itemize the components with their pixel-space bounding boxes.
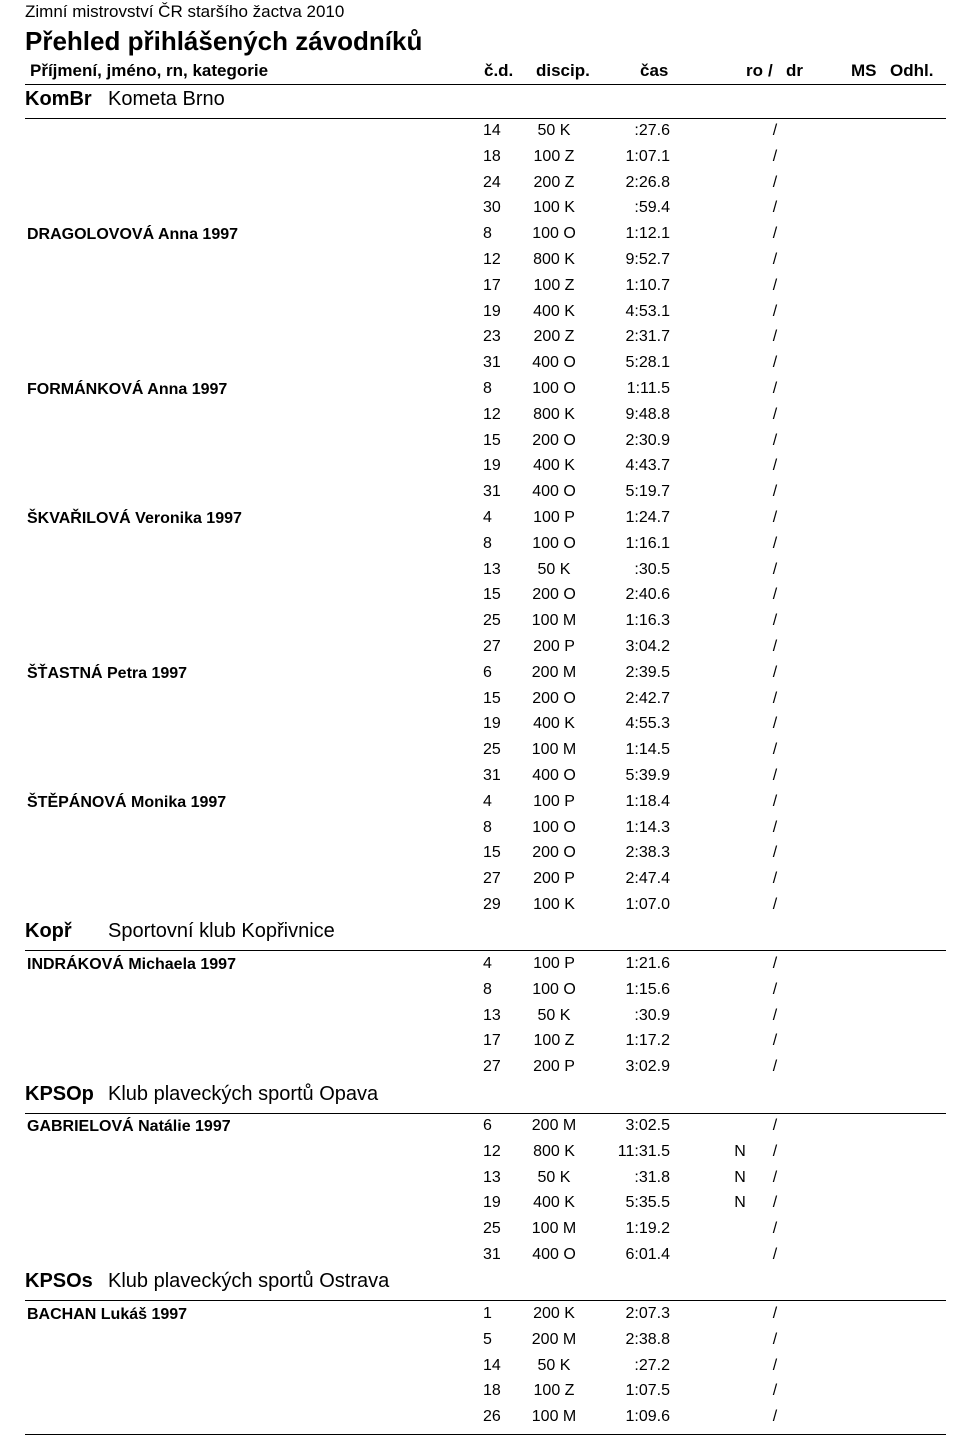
ro-dr-separator: / xyxy=(772,405,778,423)
ro-dr-separator: / xyxy=(772,534,778,552)
entry-time: 1:12.1 xyxy=(625,225,670,243)
ro-dr-separator: / xyxy=(772,1168,778,1186)
entry-time: 2:26.8 xyxy=(625,173,670,191)
entry-time: 1:17.2 xyxy=(625,1032,670,1050)
discipline: 100 O xyxy=(532,534,576,552)
discipline: 100 M xyxy=(531,1408,577,1426)
event-number: 12 xyxy=(483,405,501,423)
ro-dr-separator: / xyxy=(772,1408,778,1426)
entry-time: :59.4 xyxy=(634,199,670,217)
discipline: 50 K xyxy=(537,1006,571,1024)
event-number: 27 xyxy=(483,870,501,888)
discipline: 100 K xyxy=(533,896,575,913)
discipline: 200 P xyxy=(533,638,575,655)
event-number: 19 xyxy=(483,715,501,733)
entry-time: 2:38.3 xyxy=(625,844,670,862)
event-number: 24 xyxy=(483,173,501,191)
club-divider xyxy=(25,1113,946,1114)
entry-time: 1:10.7 xyxy=(625,276,670,294)
entry-time: 11:31.5 xyxy=(617,1142,670,1160)
discipline: 50 K xyxy=(537,1356,571,1374)
ro-dr-separator: / xyxy=(772,302,778,320)
discipline: 200 Z xyxy=(533,328,575,346)
event-number: 30 xyxy=(483,199,501,217)
header-dr: dr xyxy=(786,61,803,80)
club-divider xyxy=(25,1300,946,1301)
ro-dr-separator: / xyxy=(772,870,778,888)
club-code: KPSOp xyxy=(25,1083,94,1105)
entry-time: 9:52.7 xyxy=(625,251,670,268)
discipline: 50 K xyxy=(537,1168,571,1186)
event-number: 13 xyxy=(483,1168,501,1186)
discipline: 100 Z xyxy=(533,1382,575,1400)
discipline: 50 K xyxy=(537,560,571,578)
header-ro: ro xyxy=(746,61,763,80)
entry-time: 2:31.7 xyxy=(625,328,670,346)
ro-dr-separator: / xyxy=(772,1246,778,1263)
entry-time: 1:09.6 xyxy=(625,1408,670,1426)
swimmer-name: ŠTĚPÁNOVÁ Monika 1997 xyxy=(27,793,227,811)
discipline: 100 Z xyxy=(533,1032,575,1050)
ro-dr-separator: / xyxy=(772,431,778,449)
ro-dr-separator: / xyxy=(772,276,778,294)
event-number: 25 xyxy=(483,741,501,759)
entry-time: 1:14.5 xyxy=(625,741,670,759)
entry-time: 4:43.7 xyxy=(625,457,670,475)
discipline: 800 K xyxy=(533,1142,575,1160)
ro-dr-separator: / xyxy=(772,844,778,862)
event-number: 8 xyxy=(483,380,492,397)
event-number: 25 xyxy=(483,612,501,630)
entry-time: 2:07.3 xyxy=(625,1305,670,1322)
entry-time: 4:53.1 xyxy=(625,302,670,320)
ro-dr-separator: / xyxy=(772,225,778,243)
swimmer-name: BACHAN Lukáš 1997 xyxy=(27,1306,188,1323)
event-number: 14 xyxy=(483,1356,501,1374)
event-number: 15 xyxy=(483,431,501,449)
ro-dr-separator: / xyxy=(772,1194,778,1212)
entry-time: 2:47.4 xyxy=(625,870,670,888)
ro-flag: N xyxy=(734,1194,746,1212)
discipline: 100 P xyxy=(533,792,575,810)
discipline: 100 P xyxy=(533,509,575,526)
entry-time: 1:14.3 xyxy=(625,818,670,836)
event-number: 19 xyxy=(483,457,501,475)
swimmer-name: ŠŤASTNÁ Petra 1997 xyxy=(27,664,188,682)
ro-flag: N xyxy=(734,1142,746,1160)
event-number: 6 xyxy=(483,663,492,681)
entry-time: 5:19.7 xyxy=(625,483,670,501)
entry-time: 5:28.1 xyxy=(625,354,670,372)
event-number: 12 xyxy=(483,251,501,268)
ro-dr-separator: / xyxy=(772,767,778,784)
club-code: KPSOs xyxy=(25,1270,93,1292)
club-name: Sportovní klub Kopřivnice xyxy=(108,920,335,942)
ro-dr-separator: / xyxy=(772,147,778,165)
discipline: 200 O xyxy=(532,586,576,604)
club-code: Kopř xyxy=(25,920,72,942)
page-title: Přehled přihlášených závodníků xyxy=(25,26,423,56)
swimmer-name: DRAGOLOVOVÁ Anna 1997 xyxy=(27,226,239,244)
swimmer-name: GABRIELOVÁ Natálie 1997 xyxy=(27,1118,231,1135)
ro-flag: N xyxy=(734,1168,746,1186)
discipline: 800 K xyxy=(533,251,575,268)
discipline: 100 O xyxy=(532,818,576,836)
event-number: 25 xyxy=(483,1220,501,1238)
ro-dr-separator: / xyxy=(772,792,778,810)
entry-time: 1:15.6 xyxy=(625,980,670,998)
ro-dr-separator: / xyxy=(772,509,778,526)
ro-dr-separator: / xyxy=(772,689,778,707)
header-cas: čas xyxy=(640,61,669,80)
swimmer-name: INDRÁKOVÁ Michaela 1997 xyxy=(27,956,236,973)
entry-time: 9:48.8 xyxy=(625,405,670,423)
header-name-column: Příjmení, jméno, rn, kategorie xyxy=(30,61,269,80)
event-number: 6 xyxy=(483,1117,492,1134)
swimmer-name: ŠKVAŘILOVÁ Veronika 1997 xyxy=(27,510,242,527)
event-number: 19 xyxy=(483,1194,501,1212)
ro-dr-separator: / xyxy=(772,122,778,139)
event-number: 8 xyxy=(483,225,492,243)
entry-time: :27.6 xyxy=(634,122,670,139)
entry-time: 6:01.4 xyxy=(625,1246,670,1263)
ro-dr-separator: / xyxy=(772,1032,778,1050)
discipline: 400 K xyxy=(533,457,575,475)
ro-dr-separator: / xyxy=(772,199,778,217)
ro-dr-separator: / xyxy=(772,638,778,655)
event-number: 4 xyxy=(483,792,492,810)
event-number: 23 xyxy=(483,328,501,346)
discipline: 100 P xyxy=(533,955,575,972)
entry-time: 1:16.3 xyxy=(625,612,670,630)
ro-dr-separator: / xyxy=(772,715,778,733)
event-number: 27 xyxy=(483,1058,501,1076)
entry-time: :30.9 xyxy=(634,1006,670,1024)
entry-time: 2:42.7 xyxy=(625,689,670,707)
discipline: 100 O xyxy=(532,380,576,397)
ro-dr-separator: / xyxy=(772,586,778,604)
ro-dr-separator: / xyxy=(772,380,778,397)
discipline: 200 O xyxy=(532,844,576,862)
meet-name: Zimní mistrovství ČR staršího žactva 2010 xyxy=(25,2,345,21)
entry-time: 1:19.2 xyxy=(625,1220,670,1238)
ro-dr-separator: / xyxy=(772,1220,778,1238)
discipline: 200 K xyxy=(533,1305,575,1322)
discipline: 200 P xyxy=(533,870,575,888)
discipline: 100 M xyxy=(531,1220,577,1238)
header-odhl: Odhl. xyxy=(890,61,934,80)
ro-dr-separator: / xyxy=(772,173,778,191)
ro-dr-separator: / xyxy=(772,1058,778,1076)
event-number: 8 xyxy=(483,980,492,998)
discipline: 400 O xyxy=(532,1246,576,1263)
ro-dr-separator: / xyxy=(772,1305,778,1322)
event-number: 19 xyxy=(483,302,501,320)
entry-time: 3:04.2 xyxy=(625,638,670,655)
event-number: 15 xyxy=(483,689,501,707)
discipline: 100 O xyxy=(532,980,576,998)
ro-dr-separator: / xyxy=(772,1382,778,1400)
club-code: KomBr xyxy=(25,88,92,110)
ro-dr-separator: / xyxy=(772,1006,778,1024)
header-cd: č.d. xyxy=(484,61,514,80)
ro-dr-separator: / xyxy=(772,251,778,268)
event-number: 4 xyxy=(483,955,492,972)
event-number: 4 xyxy=(483,509,492,526)
entry-time: 1:11.5 xyxy=(626,380,670,397)
discipline: 200 M xyxy=(531,663,577,681)
event-number: 18 xyxy=(483,1382,501,1400)
event-number: 31 xyxy=(483,354,501,372)
header-discip: discip. xyxy=(536,61,590,80)
discipline: 200 Z xyxy=(533,173,575,191)
header-separator: / xyxy=(768,61,773,80)
ro-dr-separator: / xyxy=(772,663,778,681)
event-number: 18 xyxy=(483,147,501,165)
club-name: Klub plaveckých sportů Opava xyxy=(108,1083,379,1105)
discipline: 200 M xyxy=(531,1117,577,1134)
entry-time: 2:40.6 xyxy=(625,586,670,604)
event-number: 13 xyxy=(483,560,501,578)
discipline: 800 K xyxy=(533,405,575,423)
club-name: Kometa Brno xyxy=(108,88,225,110)
ro-dr-separator: / xyxy=(772,328,778,346)
ro-dr-separator: / xyxy=(772,560,778,578)
ro-dr-separator: / xyxy=(772,354,778,372)
entry-time: :30.5 xyxy=(634,560,670,578)
entry-time: 5:39.9 xyxy=(625,767,670,784)
ro-dr-separator: / xyxy=(772,1142,778,1160)
discipline: 100 M xyxy=(531,741,577,759)
club-divider xyxy=(25,118,946,119)
entry-time: 1:24.7 xyxy=(625,509,670,526)
entry-time: 2:38.8 xyxy=(625,1330,670,1348)
club-name: Klub plaveckých sportů Ostrava xyxy=(108,1270,390,1292)
entry-time: 1:07.0 xyxy=(625,896,670,913)
event-number: 29 xyxy=(483,896,501,913)
event-number: 8 xyxy=(483,818,492,836)
header-ms: MS xyxy=(851,61,877,80)
discipline: 200 O xyxy=(532,431,576,449)
event-number: 5 xyxy=(483,1330,492,1348)
ro-dr-separator: / xyxy=(772,896,778,913)
discipline: 100 M xyxy=(531,612,577,630)
ro-dr-separator: / xyxy=(772,741,778,759)
entry-time: 4:55.3 xyxy=(625,715,670,733)
ro-dr-separator: / xyxy=(772,457,778,475)
entry-time: :31.8 xyxy=(634,1168,670,1186)
entry-time: 1:18.4 xyxy=(625,792,670,810)
discipline: 200 M xyxy=(531,1330,577,1348)
event-number: 13 xyxy=(483,1006,501,1024)
ro-dr-separator: / xyxy=(772,980,778,998)
footer-divider xyxy=(25,1434,946,1435)
entry-time: :27.2 xyxy=(634,1356,670,1374)
event-number: 12 xyxy=(483,1142,501,1160)
event-number: 26 xyxy=(483,1408,501,1426)
discipline: 200 P xyxy=(533,1058,575,1076)
entry-time: 1:16.1 xyxy=(625,534,670,552)
entry-time: 1:21.6 xyxy=(625,955,670,972)
event-number: 15 xyxy=(483,586,501,604)
discipline: 200 O xyxy=(532,689,576,707)
ro-dr-separator: / xyxy=(772,955,778,972)
entry-time: 3:02.9 xyxy=(625,1058,670,1076)
ro-dr-separator: / xyxy=(772,818,778,836)
entry-time: 5:35.5 xyxy=(625,1194,670,1212)
event-number: 31 xyxy=(483,1246,501,1263)
discipline: 100 Z xyxy=(533,276,575,294)
discipline: 400 K xyxy=(533,1194,575,1212)
discipline: 400 O xyxy=(532,354,576,372)
discipline: 400 K xyxy=(533,715,575,733)
event-number: 31 xyxy=(483,483,501,501)
ro-dr-separator: / xyxy=(772,1117,778,1134)
entry-time: 1:07.5 xyxy=(625,1382,670,1400)
discipline: 100 O xyxy=(532,225,576,243)
entry-time: 3:02.5 xyxy=(625,1117,670,1134)
ro-dr-separator: / xyxy=(772,1356,778,1374)
entry-time: 2:39.5 xyxy=(625,663,670,681)
event-number: 27 xyxy=(483,638,501,655)
header-divider xyxy=(25,84,946,85)
entry-time: 1:07.1 xyxy=(625,147,670,165)
discipline: 400 K xyxy=(533,302,575,320)
discipline: 400 O xyxy=(532,483,576,501)
discipline: 100 K xyxy=(533,199,575,217)
event-number: 8 xyxy=(483,534,492,552)
discipline: 50 K xyxy=(537,122,571,139)
discipline: 100 Z xyxy=(533,147,575,165)
discipline: 400 O xyxy=(532,767,576,784)
swimmer-name: FORMÁNKOVÁ Anna 1997 xyxy=(27,381,228,398)
ro-dr-separator: / xyxy=(772,483,778,501)
event-number: 14 xyxy=(483,122,501,139)
ro-dr-separator: / xyxy=(772,612,778,630)
event-number: 17 xyxy=(483,1032,501,1050)
event-number: 17 xyxy=(483,276,501,294)
ro-dr-separator: / xyxy=(772,1330,778,1348)
event-number: 1 xyxy=(483,1305,492,1322)
entry-time: 2:30.9 xyxy=(625,431,670,449)
event-number: 31 xyxy=(483,767,501,784)
club-divider xyxy=(25,950,946,951)
event-number: 15 xyxy=(483,844,501,862)
